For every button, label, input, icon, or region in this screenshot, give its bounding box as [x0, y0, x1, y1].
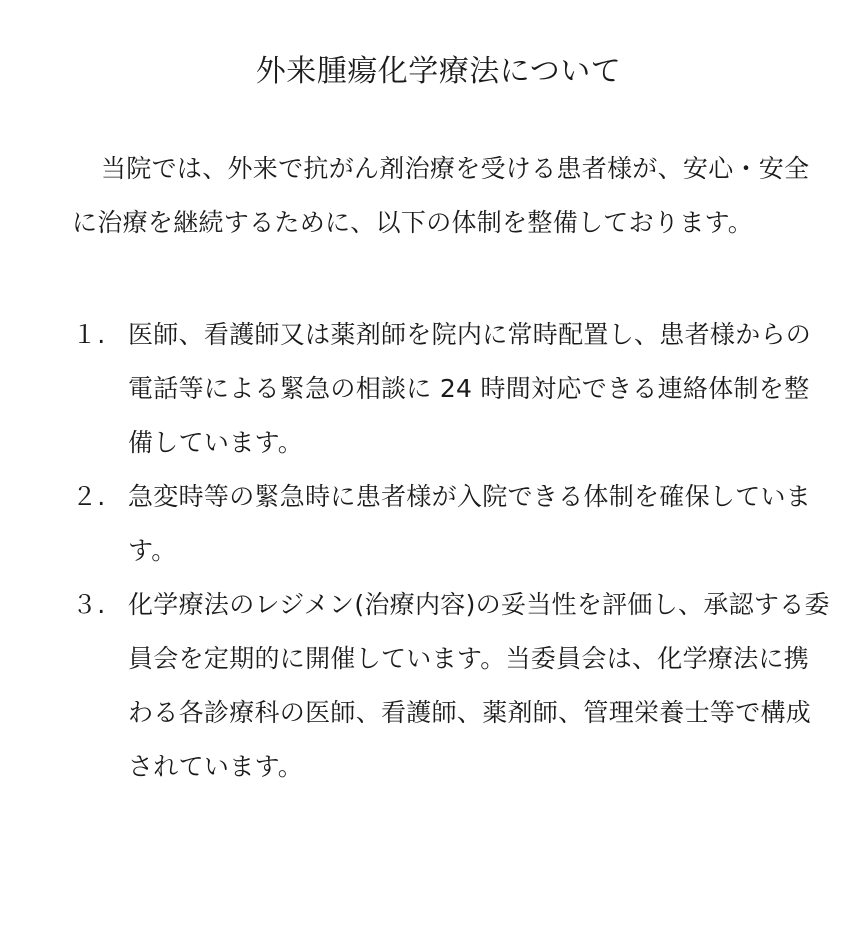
list-item — [72, 470, 832, 578]
list-item-number: ２. — [72, 482, 106, 511]
list-item-text: 急変時等の緊急時に患者様が入院できる体制を確保しています。 — [128, 482, 812, 565]
policy-list — [72, 308, 832, 794]
list-item — [72, 578, 832, 794]
list-item — [72, 308, 832, 470]
list-item-text: 医師、看護師又は薬剤師を院内に常時配置し、患者様からの電話等による緊急の相談に 24 時間対応できる連絡体制を整備しています。 — [128, 320, 812, 457]
document-title: 外来腫瘍化学療法について — [255, 54, 622, 89]
list-item-text: 化学療法のレジメン(治療内容)の妥当性を評価し、承認する委員会を定期的に開催しています。当委員会は、化学療法に携わる各診療科の医師、看護師、薬剤師、管理栄養士等で構成されています。 — [128, 590, 830, 781]
list-item-number: ３. — [72, 590, 106, 619]
intro-paragraph: 当院では、外来で抗がん剤治療を受ける患者様が、安心・安全に治療を継続するために、以下の体制を整備しております。 — [72, 154, 810, 237]
list-item-number: １. — [72, 320, 106, 349]
